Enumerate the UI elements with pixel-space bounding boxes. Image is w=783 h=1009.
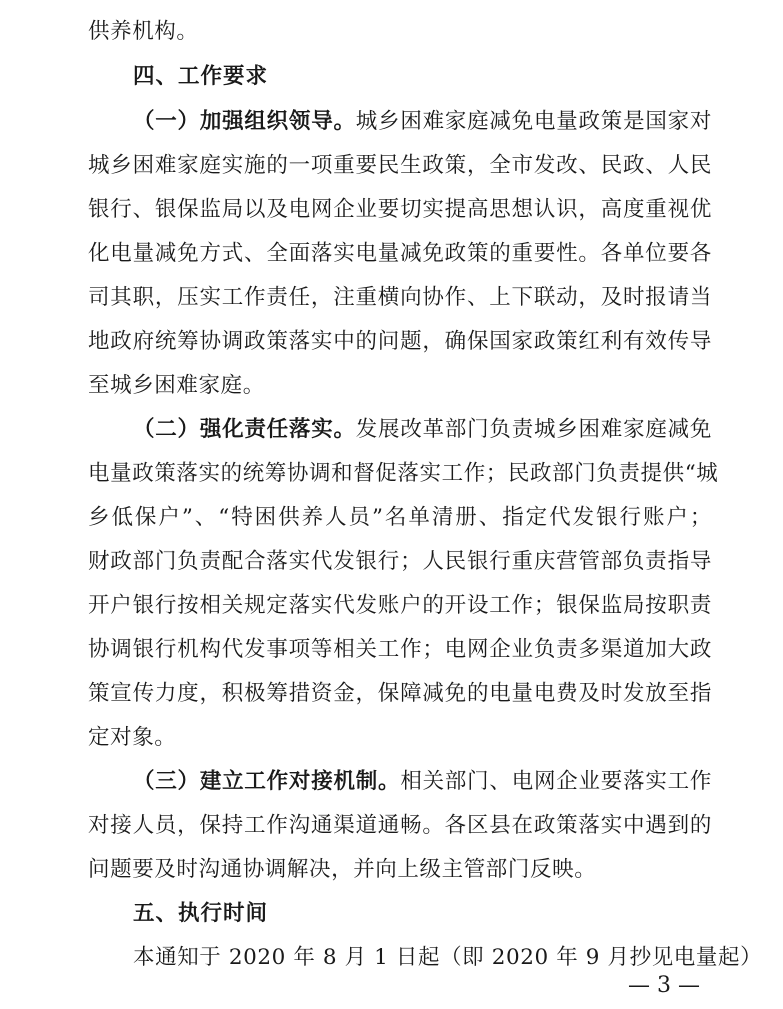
paragraph-line: 定对象。	[88, 725, 177, 750]
item-3-first-line-text: 相关部门、电网企业要落实工作	[400, 769, 712, 794]
paragraph-line: 城乡困难家庭实施的一项重要民生政策，全市发改、民政、人民	[88, 153, 712, 178]
paragraph-line: 问题要及时沟通协调解决，并向上级主管部门反映。	[88, 857, 597, 882]
paragraph-line: 地政府统筹协调政策落实中的问题，确保国家政策红利有效传导	[88, 329, 712, 354]
paragraph-line: 开户银行按相关规定落实代发账户的开设工作；银保监局按职责	[88, 593, 712, 618]
paragraph-line: 对接人员，保持工作沟通渠道通畅。各区县在政策落实中遇到的	[88, 813, 712, 838]
paragraph-line: 协调银行机构代发事项等相关工作；电网企业负责多渠道加大政	[88, 637, 712, 662]
section-5-line: 本通知于 2020 年 8 月 1 日起（即 2020 年 9 月抄见电量起）	[133, 945, 763, 970]
item-2-first-line	[133, 410, 712, 450]
section-5-heading: 五、执行时间	[133, 901, 269, 926]
section-4-heading: 四、工作要求	[133, 64, 269, 89]
paragraph-line: 银行、银保监局以及电网企业要切实提高思想认识，高度重视优	[88, 197, 712, 222]
paragraph-line: 财政部门负责配合落实代发银行；人民银行重庆营管部负责指导	[88, 549, 712, 574]
item-2-first-line-text: 发展改革部门负责城乡困难家庭减免	[355, 417, 712, 442]
item-3-subtitle: （三）建立工作对接机制。	[133, 769, 401, 794]
paragraph-line: 至城乡困难家庭。	[88, 373, 265, 398]
item-2-subtitle: （二）强化责任落实。	[133, 417, 356, 442]
item-3-first-line	[133, 762, 712, 802]
intro-tail-line: 供养机构。	[88, 19, 199, 44]
paragraph-line: 化电量减免方式、全面落实电量减免政策的重要性。各单位要各	[88, 241, 712, 266]
item-1-first-line	[133, 102, 712, 142]
paragraph-line: 乡低保户”、“特困供养人员”名单清册、指定代发银行账户；	[88, 505, 712, 530]
paragraph-line: 电量政策落实的统筹协调和督促落实工作；民政部门负责提供“城	[88, 461, 719, 486]
item-1-subtitle: （一）加强组织领导。	[133, 109, 356, 134]
paragraph-line: 策宣传力度，积极筹措资金，保障减免的电量电费及时发放至指	[88, 681, 712, 706]
page-number: — 3 —	[628, 973, 700, 998]
paragraph-line: 司其职，压实工作责任，注重横向协作、上下联动，及时报请当	[88, 285, 712, 310]
item-1-first-line-text: 城乡困难家庭减免电量政策是国家对	[355, 109, 712, 134]
